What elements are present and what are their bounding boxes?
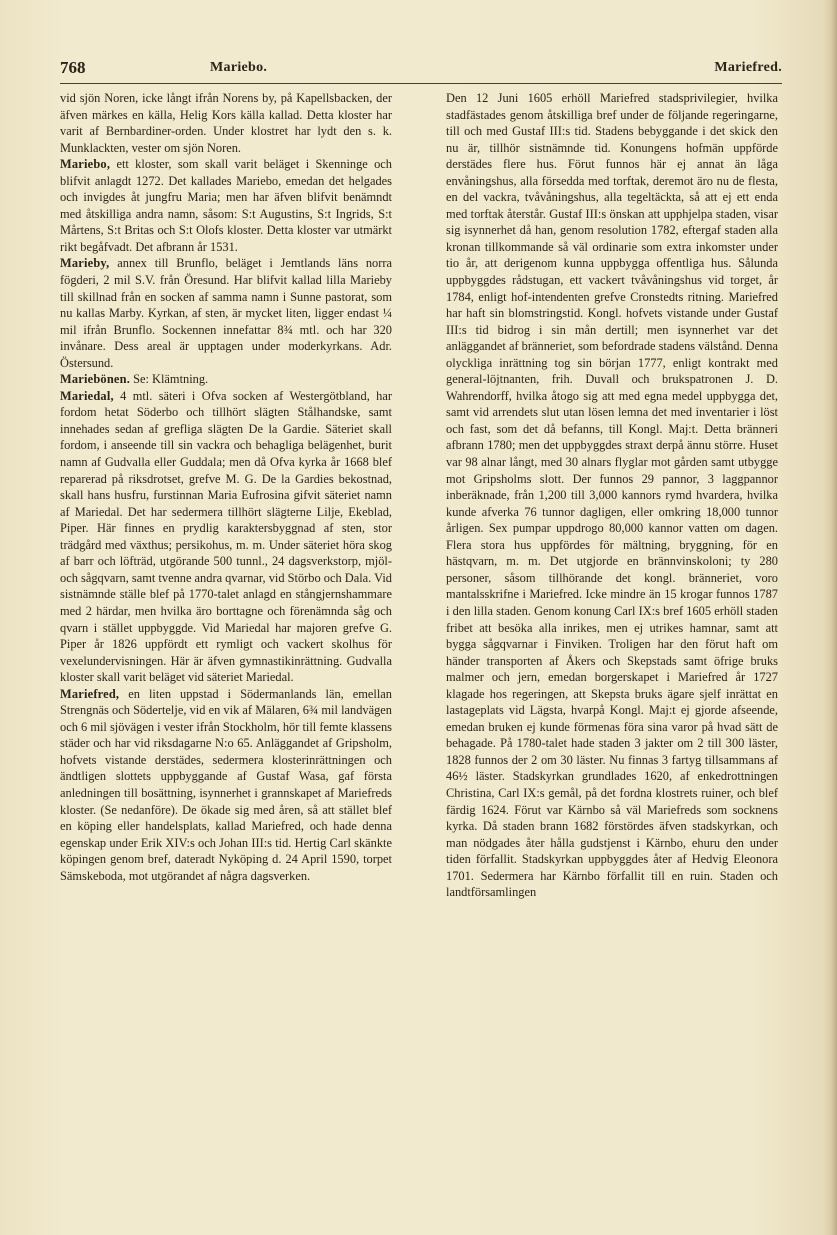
header-rule <box>60 83 782 84</box>
entry-text: en liten uppstad i Södermanlands län, emellan Strengnäs och Södertelje, vid en vik af Mälaren, 6¾ mil landvägen och 6 mil sjövägen i vester ifrån Stockholm, hör till femte klassens städer och har vid riksdagarne N:o 65. Anläggandet af Gripsholm, hofvets vistande derstädes, sedermera klosterinrättningen och ändtligen slottets uppbyggande af Gustaf Wasa, gaf första anledningen till bosättning, isynnerhet i grannskapet af Mariefreds kloster. (Se nedanföre). De ökade sig med åren, så att stället blef en köping eller handelsplats, kallad Mariefred, och hade denna egenskap under Erik XIV:s och Johan III:s tid. Hertig Carl skänkte köpingen genom bref, dateradt Nyköping d. 24 April 1590, torpet Sämskeboda, mot utgörandet af några dagsverken. <box>60 686 392 883</box>
entry-continuation <box>60 90 392 156</box>
entry-headword: Mariefred, <box>60 686 120 701</box>
entry-text: ett kloster, som skall varit beläget i Skenninge och blifvit anlagdt 1272. Det kallades Mariebo, emedan det helgades och invigdes åt jungfru Maria; men har äfven blifvit benämndt med åtskilliga andra namn, såsom: S:t Augustins, S:t Ingrids, S:t Mårtens, S:t Britas och S:t Olofs kloster. Detta kloster var utmärkt rikt begåfvadt. Det afbrann år 1531. <box>60 157 392 254</box>
page-number: 768 <box>60 58 86 77</box>
entry-mariefred <box>60 686 392 885</box>
entry-text: Se: Klämtning. <box>133 372 209 387</box>
running-head-right: Mariefred. <box>714 60 782 75</box>
page-edge-shadow <box>823 0 837 1235</box>
entry-headword: Mariebo, <box>60 157 111 172</box>
entry-mariebo <box>60 156 392 255</box>
entry-headword: Mariebönen. <box>60 372 130 387</box>
entry-mariebonen <box>60 371 392 388</box>
entry-text: 4 mtl. säteri i Ofva socken af Westergötbland, har fordom hetat Söderbo och tillhört slägten Stålhandske, samt innehades sedan af grefliga slägten De la Gardie. Säteriet skall fordom, i anseende till sin vackra och behagliga belägenhet, burit namn af Gudvalla eller Guddala; men då Ofva kyrka år 1668 blef reparerad på riksdrotset, grefve M. G. De la Gardies bekostnad, skall hans husfru, furstinnan Maria Eufrosina gifvit säteriet namn af Mariedal. Det har sedermera tillhört slägterne Lilje, Ekeblad, Piper. Här finnes en prydlig karaktersbyggnad af sten, stor trädgård med växthus; persikohus, m. m. Under säteriet höra skog af barr och löfträd, utgörande 500 tunnl., 24 dagsverkstorp, mjöl- och sågqvarn, samt tvenne andra qvarnar, vid Störbo och Dala. Vid sistnämnde ställe blef på 1770-talet anlagd en stångjernshammare med 2 härdar, men hvilka äro borttagne och förenämnda såg och qvarn i stället uppbyggde. Vid Mariedal har majoren grefve G. Piper år 1826 uppfördt ett rymligt och vackert skolhus för vexelundervisningen. Här är äfven gymnastikinrättning. Gudvalla kloster skall varit beläget vid säteriet Mariedal. <box>60 388 392 685</box>
running-head-left: Mariebo. <box>210 60 268 75</box>
entry-text: annex till Brunflo, beläget i Jemtlands läns norra fögderi, 2 mil S.V. från Öresund. Har blifvit kallad lilla Marieby till skillnad från en socken af samma namn i Sunne pastorat, som nu kallas Marby. Kyrkan, af sten, är mycket liten, ligger endast ¼ mil ifrån Brunflo. Sockennen innefattar 8¾ mtl. och har 320 invånare. Dess areal är upptagen under moderkyrkans. Adr. Östersund. <box>60 256 392 370</box>
left-column <box>60 90 392 884</box>
entry-text: Den 12 Juni 1605 erhöll Mariefred stadsprivilegier, hvilka stadfästades genom åtskilliga bref under de följande regeringarne, till och med Gustaf III:s tid. Stadens bebyggande i det skick den nu är, tillhör sistnämnde tid. Konungens hofmän uppförde derstädes flere hus. Förut funnos här ej annat än låga envåningshus, alla försedda med torftak, deremot äro nu de flesta, en del vackra, tvåvåningshus, alla tegeltäckta, så att ej ett enda med torftak återstår. Gustaf III:s önskan att upphjelpa staden, visar sig isynnerhet då han, genom resolution 1782, eftergaf staden alla kronan tillkommande så väl ordinarie som extra inkomster under tio år, att derigenom kunna uppbygga offentliga hus. Sålunda uppbyggdes rådstugan, ett vackert tvåvåningshus vid torget, år 1784, enligt hof-intendenten grefve Cronstedts ritning. Mariefred har haft sin blomstringstid. Kongl. hofvets vistande under Gustaf III:s tid bidrog i sin mån dertill; men isynnerhet var det anläggandet af bränneriet, som befordrade stadens välstånd. Denna olyckliga inrättning tog sin början 1777, enligt kontrakt med general-löjtnanten, frih. Duvall och brukspatronen J. D. Wahrendorff, hvilka åtogo sig att med egna medel uppbygga det, samt vid arrendets slut utan lösen lemna det med inventarier i löst och fast, som det då befanns, till Kongl. Maj:t. Detta bränneri afbrann 1780; men det uppbyggdes straxt derpå ännu större. Huset var 98 alnar långt, med 30 alnars flyglar mot gården samt utbygge mot Gripsholms slott. Der funnos 29 pannor, 3 laggpannor inberäknade, från 1,200 till 3,000 kannors rymd hvardera, hvilka kunde afverka 76 tunnor dagligen, eller omkring 18,000 tunnor årligen. Sex pumpar uppdrogo 80,000 kannor vatten om dagen. Flera stora hus uppfördes för mältning, bryggning, för en hästqvarn, m. m. Det utgjorde en brännvinskoloni; ty 280 personer, såsom tillhörande det kongl. bränneriet, voro mantalsskrifne i Mariefred. Icke mindre än 15 krogar funnos 1787 i den lilla staden. Genom konung Carl IX:s bref 1605 erhöll staden fribet att besöka alla inrikes, men ej utrikes hamnar, samt att bygga sågqvarnar i Finviken. Troligen har den förut haft om händer transporten af Åkers och Skepstads samt öfrige bruks malmer och jern, emedan borgerskapet i Mariefred år 1727 klagade hos regeringen, att Skepsta bruks ägare sjelf inrättat en lastageplats vid Lägsta, hvarpå Kongl. Maj:t ej gjorde afseende, emedan bruken ej kunde förmenas föra sina varor på hvad sätt de behagade. På 1780-talet hade staden 3 jakter om 2 till 300 läster, 1828 funnos der 2 om 30 läster. Nu finnas 3 fartyg tillsammans af 46½ läster. Stadskyrkan grundlades 1620, af enkedrottningen Christina, Carl IX:s gemål, på det fordna klostrets ruiner, och blef färdig 1624. Förut var Kärnbo så väl Mariefreds som socknens kyrka. Då staden brann 1682 förstördes äfven stadskyrkan, och man nödgades åter hålla gudstjenst i Kärnbo, ehuru den under tiden förfallit. Stadskyrkan uppbyggdes åter af Hedvig Eleonora 1701. Sedermera har Kärnbo förfallit till en ruin. Staden och landtförsamlingen <box>446 91 779 900</box>
entry-mariefred-continued <box>446 90 778 901</box>
entry-mariedal <box>60 388 392 686</box>
page-header <box>60 56 782 86</box>
entry-text: vid sjön Noren, icke långt ifrån Norens by, på Kapellsbacken, der äfven märkes en källa, Helig Kors källa kallad. Detta kloster har varit af Bernbardiner-orden. Under klostret har lydt den s. k. Munklackten, vester om sjön Noren. <box>60 91 392 155</box>
right-column <box>446 90 778 901</box>
entry-headword: Marieby, <box>60 256 110 271</box>
entry-headword: Mariedal, <box>60 388 114 403</box>
entry-marieby <box>60 255 392 371</box>
